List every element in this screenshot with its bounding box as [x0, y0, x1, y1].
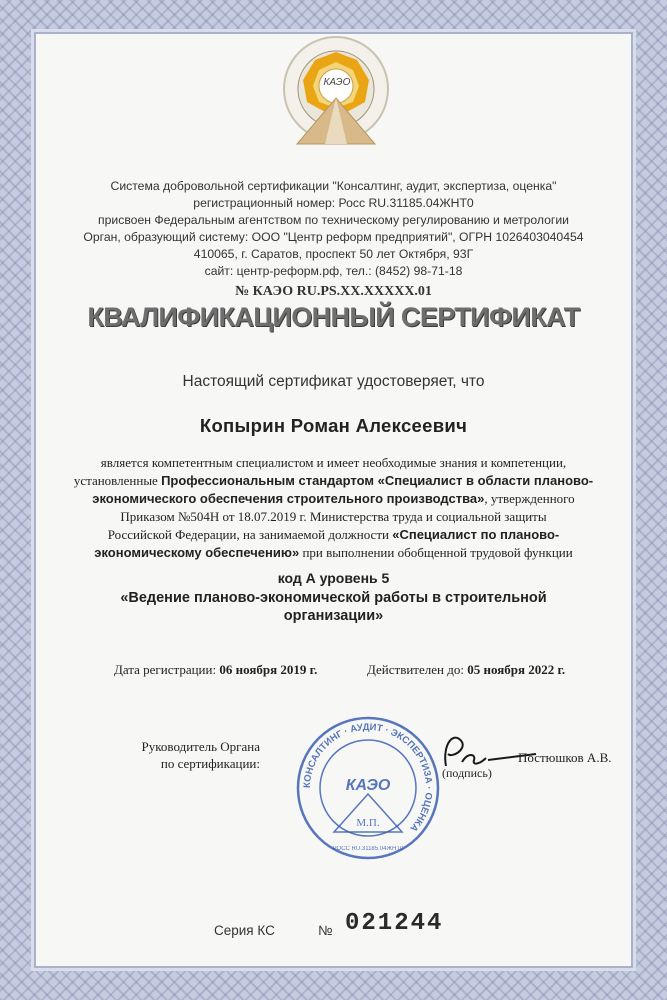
page-title: КВАЛИФИКАЦИОННЫЙ СЕРТИФИКАТ: [87, 302, 580, 332]
body-line-4: Приказом №504Н от 18.07.2019 г. Министерства труда и социальной защиты: [120, 509, 547, 524]
head-label: Руководитель Органа по сертификации:: [141, 739, 260, 771]
header-line-5: 410065, г. Саратов, проспект 50 лет Октября, 93Г: [193, 247, 474, 261]
header-line-1: Система добровольной сертификации "Консалтинг, аудит, экспертиза, оценка": [110, 179, 557, 193]
signature-caption: (подпись): [442, 766, 492, 780]
body-line-6: экономическому обеспечению» при выполнении обобщенной трудовой функции: [94, 545, 573, 560]
number-label: №: [318, 923, 333, 938]
logo-text: КАЭО: [323, 77, 351, 88]
kaeo-logo: [279, 34, 394, 146]
valid-until-date: Действителен до: 05 ноября 2022 г.: [367, 662, 566, 677]
certifies-text: Настоящий сертификат удостоверяет, что: [182, 373, 485, 390]
body-line-3: экономического обеспечения строительного производства», утвержденного: [92, 491, 575, 506]
official-stamp: [294, 714, 442, 862]
person-name: Копырин Роман Алексеевич: [199, 415, 468, 436]
certificate-number: № КАЭО RU.PS.XX.XXXXX.01: [235, 284, 432, 299]
header-line-4: Орган, образующий систему: ООО "Центр реформ предприятий", ОГРН 1026403040454: [83, 230, 584, 244]
stamp-bottom-text: РОСС RU.31185.04ЖНТ0: [332, 846, 404, 852]
header-line-3: присвоен Федеральным агентством по техническому регулированию и метрологии: [98, 213, 569, 227]
stamp-ring-text: КОНСАЛТИНГ · АУДИТ · ЭКСПЕРТИЗА · ОЦЕНКА: [301, 721, 435, 834]
body-line-1: является компетентным специалистом и имеет необходимые знания и компетенции,: [100, 455, 567, 470]
header-line-2: регистрационный номер: Росс RU.31185.04ЖНТ0: [193, 196, 474, 210]
stamp-center-text: КАЭО: [345, 777, 391, 794]
certificate-serial-number: 021244: [345, 910, 444, 937]
code-line: код А уровень 5: [277, 570, 390, 586]
body-line-2: установленные Профессиональным стандартом «Специалист в области планово-: [73, 473, 594, 488]
function-line-1: «Ведение планово-экономической работы в строительной: [120, 590, 547, 606]
body-line-5: Российской Федерации, на занимаемой должности «Специалист по планово-: [107, 527, 560, 542]
certificate-sheet: [36, 34, 631, 966]
function-line-2: организации»: [283, 608, 384, 624]
signer-name: Постюшков А.В.: [518, 750, 612, 765]
registration-date: Дата регистрации: 06 ноября 2019 г.: [114, 662, 318, 677]
stamp-mp: М.П.: [356, 817, 380, 829]
header-line-6: сайт: центр-реформ.рф, тел.: (8452) 98-71-18: [204, 264, 463, 278]
series-label: Серия КС: [214, 923, 275, 938]
